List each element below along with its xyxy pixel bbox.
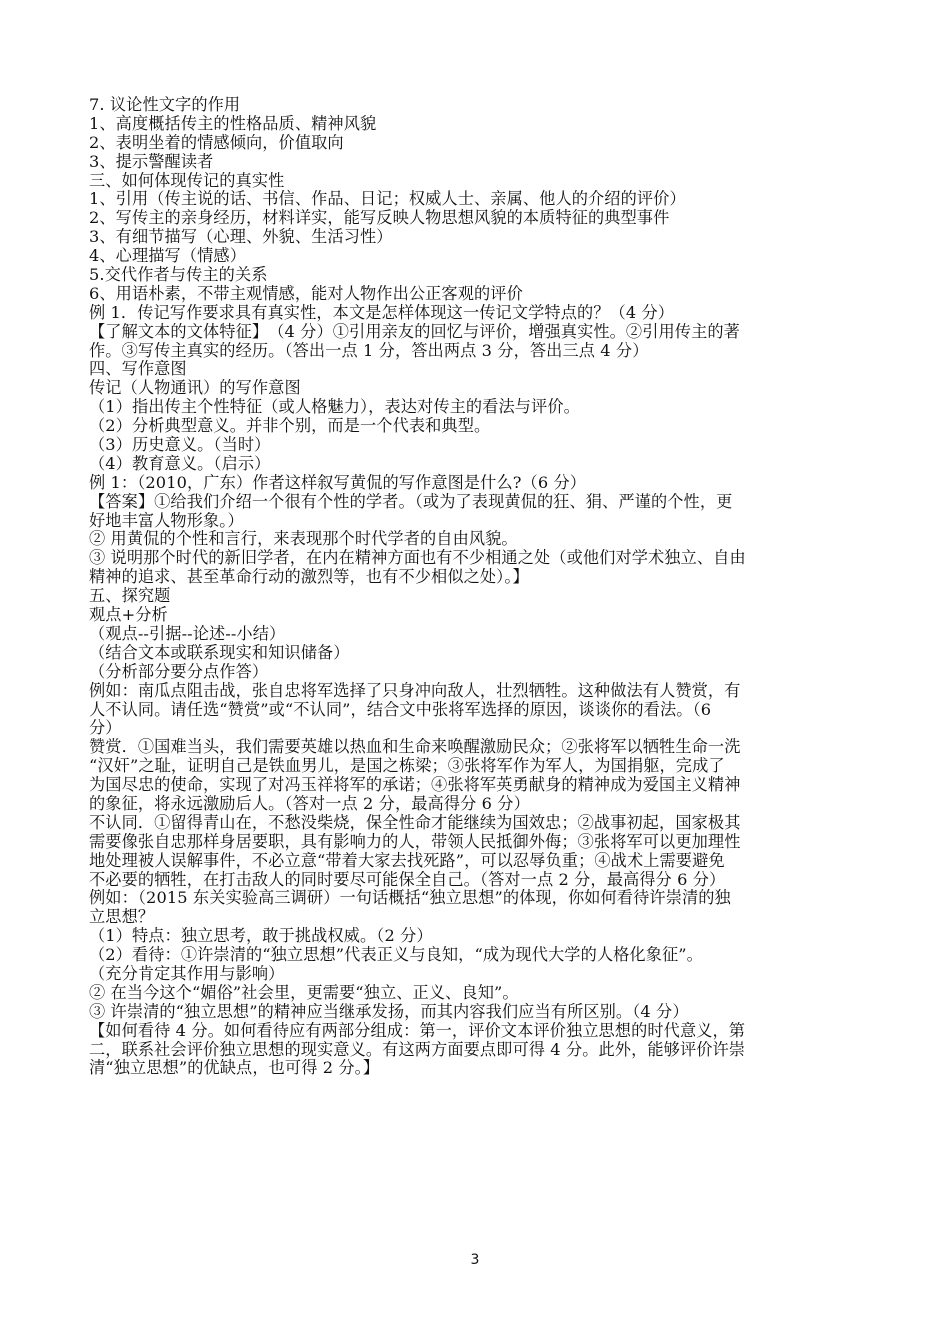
text-line: 6、用语朴素，不带主观情感，能对人物作出公正客观的评价 <box>89 283 523 303</box>
example-question: 例如：（2015 东关实验高三调研）一句话概括“独立思想”的体现，你如何看待许崇清的独 <box>89 888 731 908</box>
text-line: 3、提示警醒读者 <box>89 151 214 171</box>
answer-line: ② 用黄侃的个性和言行，来表现那个时代学者的自由风貌。 <box>89 529 518 549</box>
document-body <box>89 96 861 1078</box>
text-line: 2、表明坐着的情感倾向，价值取向 <box>89 132 344 152</box>
text-line: （1）指出传主个性特征（或人格魅力），表达对传主的看法与评价。 <box>89 397 580 417</box>
answer-line: 地处理被人误解事件，不必立意“带着大家去找死路”，可以忍辱负重；④战术上需要避免 <box>89 850 725 870</box>
answer-line: 不必要的牺牲，在打击敌人的同时要尽可能保全自己。（答对一点 2 分，最高得分 6 分） <box>89 869 726 889</box>
answer-line: （2）看待：①许崇清的“独立思想”代表正义与良知，“成为现代大学的人格化象征”。 <box>89 945 703 965</box>
text-line: （结合文本或联系现实和知识储备） <box>89 642 350 662</box>
text-line: 4、心理描写（情感） <box>89 246 246 266</box>
answer-line: （充分肯定其作用与影响） <box>89 963 285 983</box>
answer-line: 赞赏．①国难当头，我们需要英雄以热血和生命来唤醒激励民众；②张将军以牺牲生命一洗 <box>89 737 741 757</box>
text-line: （观点--引据--论述--小结） <box>89 623 286 643</box>
text-line: 1、高度概括传主的性格品质、精神风貌 <box>89 113 377 133</box>
text-line: 传记（人物通讯）的写作意图 <box>89 378 301 398</box>
text-line: （4）教育意义。（启示） <box>89 453 271 473</box>
answer-line: ③ 许崇清的“独立思想”的精神应当继承发扬，而其内容我们应当有所区别。（4 分） <box>89 1001 689 1021</box>
page-number: 3 <box>470 1252 480 1268</box>
text-line: 观点+分析 <box>89 605 168 625</box>
answer-line: “汉奸”之耻，证明自己是铁血男儿，是国之栋梁；③张将军作为军人，为国捐躯，完成了 <box>89 756 725 776</box>
section-heading: 三、如何体现传记的真实性 <box>89 170 285 190</box>
answer-line: 不认同．①留得青山在，不愁没柴烧，保全性命才能继续为国效忠；②战事初起，国家极其 <box>89 812 741 832</box>
example-question: 例如：南瓜点阻击战，张自忠将军选择了只身冲向敌人，壮烈牺牲。这种做法有人赞赏，有 <box>89 680 741 700</box>
text-line: （3）历史意义。（当时） <box>89 435 271 455</box>
answer-line: 清“独立思想”的优缺点，也可得 2 分。】 <box>89 1058 380 1078</box>
text-line: 1、引用（传主说的话、书信、作品、日记；权威人士、亲属、他人的介绍的评价） <box>89 189 686 209</box>
text-line: 2、写传主的亲身经历，材料详实，能写反映人物思想风貌的本质特征的典型事件 <box>89 208 670 228</box>
example-question: 分） <box>89 718 122 738</box>
answer-line: 作。③写传主真实的经历。（答出一点 1 分，答出两点 3 分，答出三点 4 分） <box>89 340 649 360</box>
answer-line: 【如何看待 4 分。如何看待应有两部分组成：第一，评价文本评价独立思想的时代意义，第 <box>89 1020 746 1040</box>
answer-line: 二，联系社会评价独立思想的现实意义。有这两方面要点即可得 4 分。此外，能够评价许崇 <box>89 1039 746 1059</box>
text-line: （分析部分要分点作答） <box>89 661 269 681</box>
section-heading: 五、探究题 <box>89 586 171 606</box>
answer-line: ③ 说明那个时代的新旧学者，在内在精神方面也有不少相通之处（或他们对学术独立、自由 <box>89 548 746 568</box>
answer-line: 需要像张自忠那样身居要职，具有影响力的人，带领人民抵御外侮；③张将军可以更加理性 <box>89 831 741 851</box>
text-line: 7. 议论性文字的作用 <box>89 95 241 114</box>
example-question: 人不认同。请任选“赞赏”或“不认同”，结合文中张将军选择的原因，谈谈你的看法。（6 <box>89 699 712 719</box>
example-question: 例 1：（2010，广东）作者这样叙写黄侃的写作意图是什么?（6 分） <box>89 472 587 492</box>
answer-line: 【答案】①给我们介绍一个很有个性的学者。（或为了表现黄侃的狂、狷、严谨的个性，更 <box>89 491 733 511</box>
text-line: 5.交代作者与传主的关系 <box>89 265 268 285</box>
answer-line: 为国尽忠的使命，实现了对冯玉祥将军的承诺；④张将军英勇献身的精神成为爱国主义精神 <box>89 775 741 795</box>
answer-line: 【了解文本的文体特征】 （4 分）①引用亲友的回忆与评价，增强真实性。②引用传主的著 <box>89 321 740 341</box>
text-line: 3、有细节描写（心理、外貌、生活习性） <box>89 227 393 247</box>
text-line: （2）分析典型意义。并非个别，而是一个代表和典型。 <box>89 416 491 436</box>
section-heading: 四、写作意图 <box>89 359 187 379</box>
answer-line: （1）特点：独立思考，敢于挑战权威。（2 分） <box>89 926 433 946</box>
answer-line: ② 在当今这个“媚俗”社会里，更需要“独立、正义、良知”。 <box>89 982 519 1002</box>
answer-line: 的象征，将永远激励后人。（答对一点 2 分，最高得分 6 分） <box>89 793 530 813</box>
example-question: 立思想？ <box>89 907 155 927</box>
answer-line: 精神的追求、甚至革命行动的激烈等，也有不少相似之处）。】 <box>89 567 529 587</box>
example-question: 例 1．传记写作要求具有真实性，本文是怎样体现这一传记文学特点的？（4 分） <box>89 302 675 322</box>
answer-line: 好地丰富人物形象。） <box>89 510 244 530</box>
